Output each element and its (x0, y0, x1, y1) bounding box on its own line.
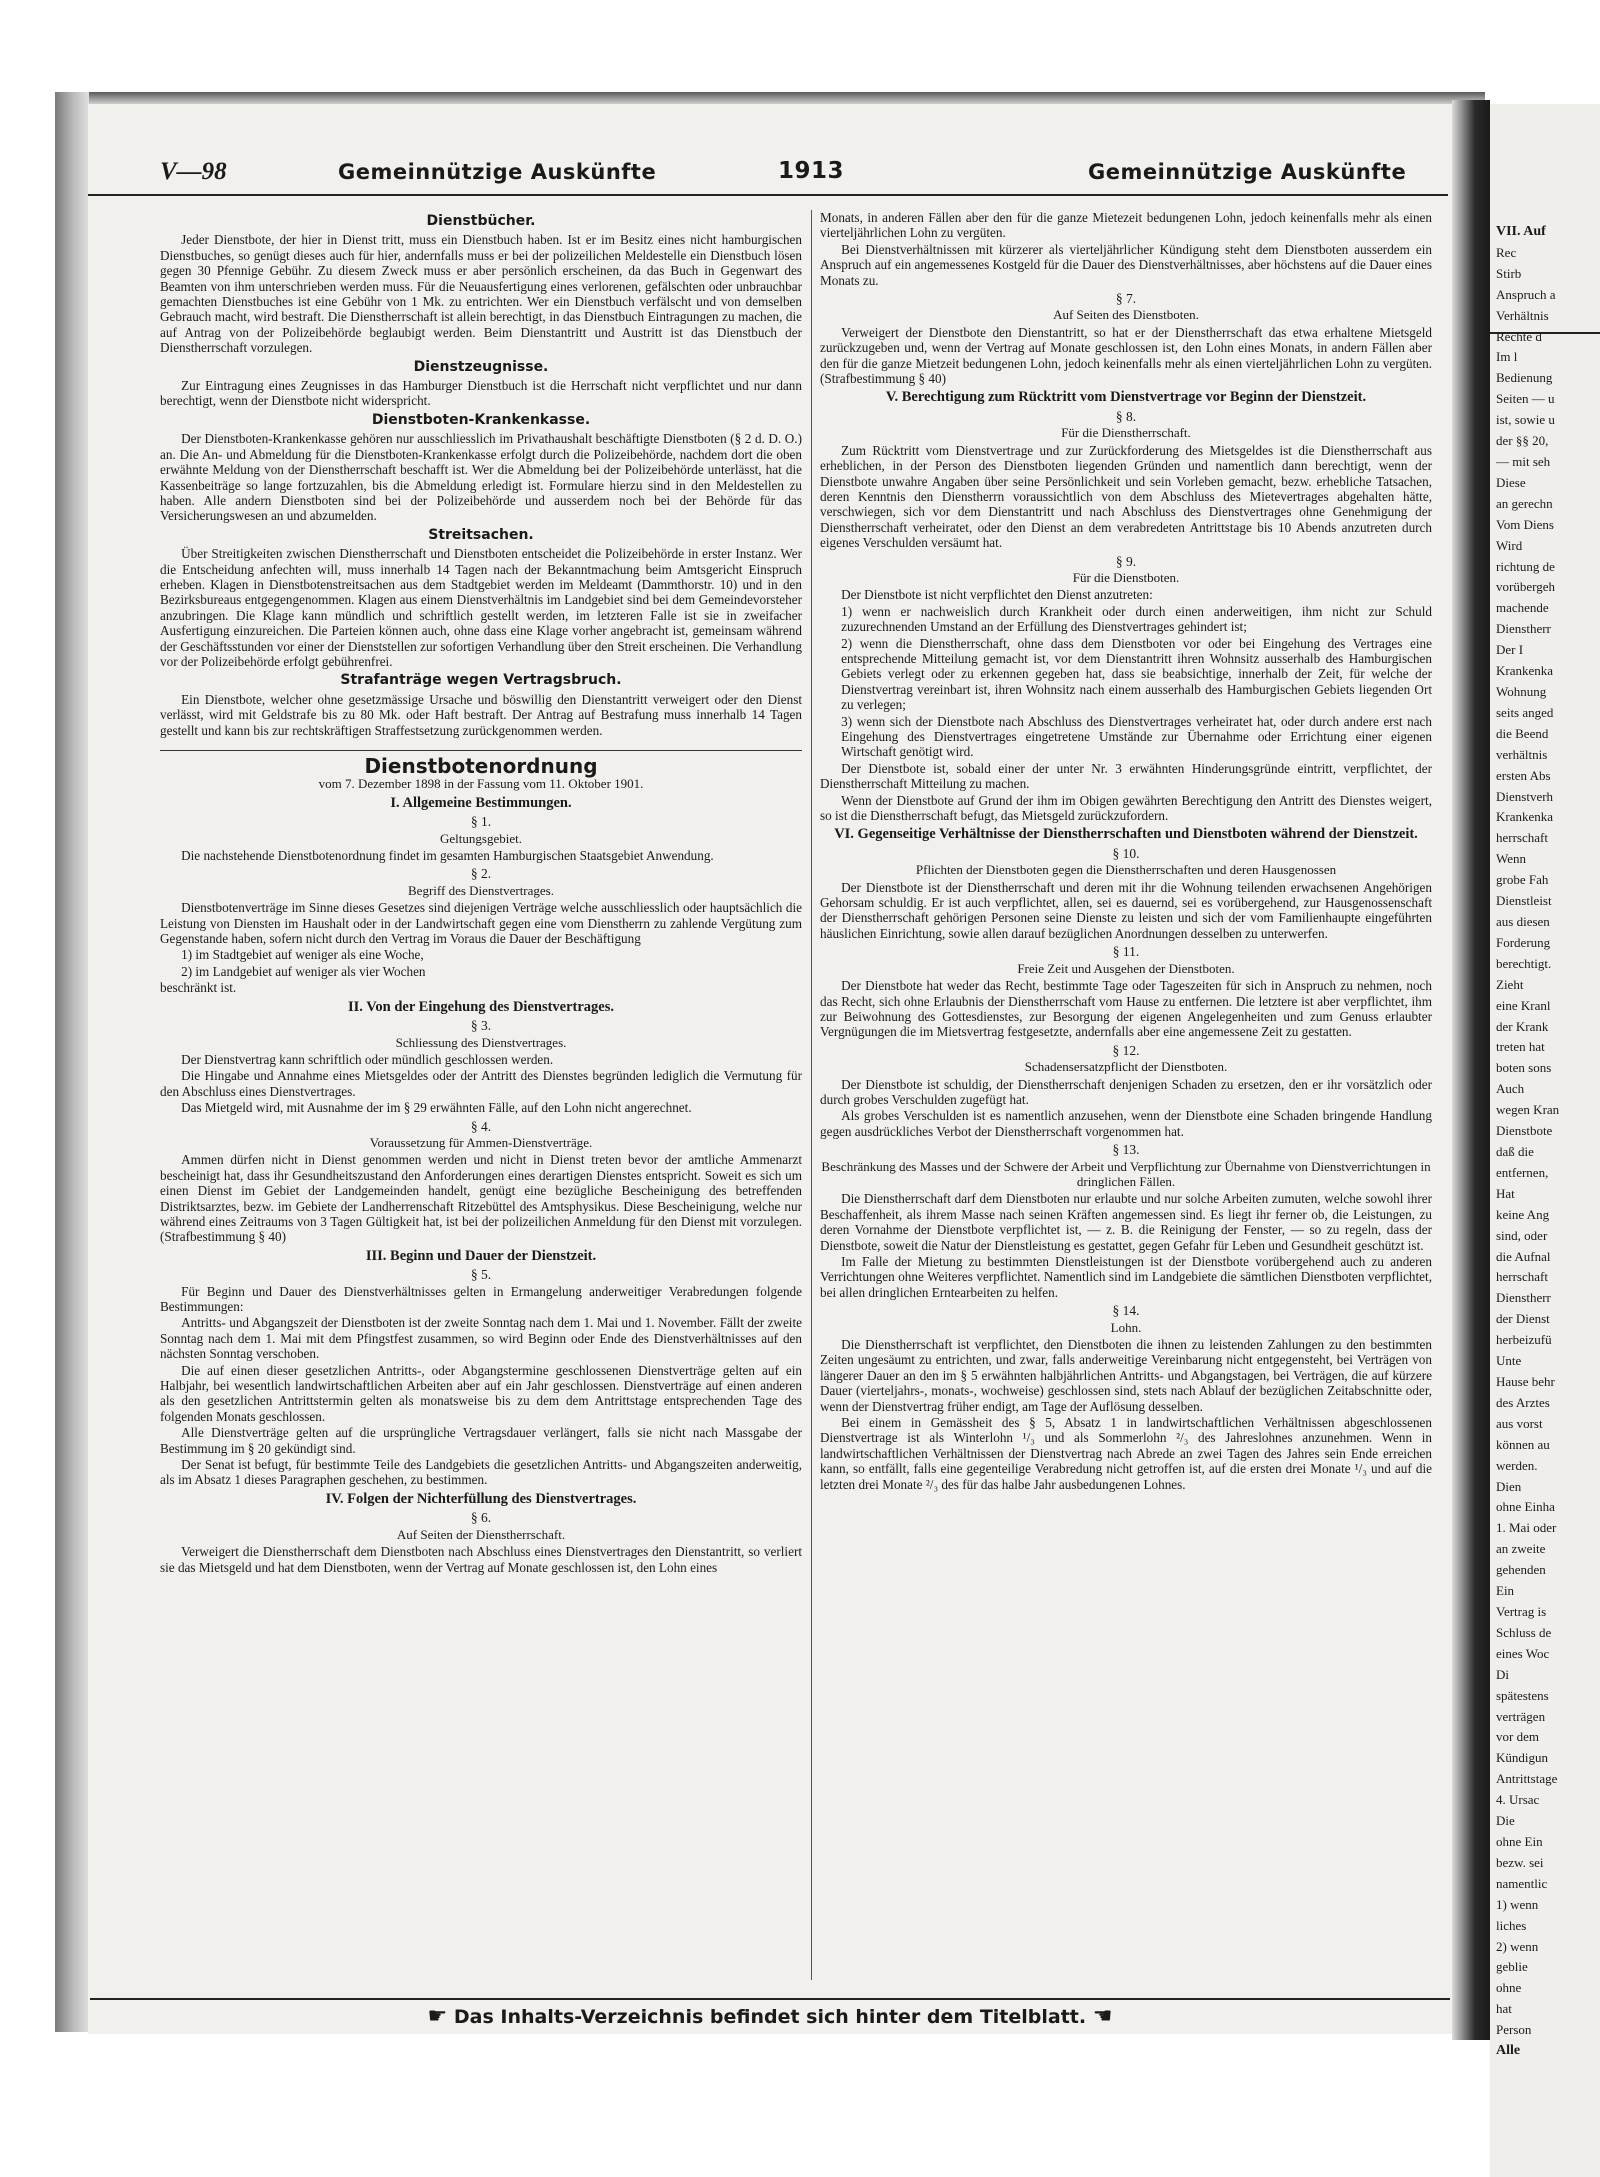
section-title: Beschränkung des Masses und der Schwere der Arbeit und Verpflichtung zur Übernahme von Dienstverrichtungen in dringlichen Fällen. (821, 1158, 1431, 1189)
fragment-line: Auch (1496, 1081, 1525, 1096)
paragraph: Der Dienstboten-Krankenkasse gehören nur ausschliesslich im Privathaushalt beschäftigte Dienstboten (§ 2 d. D. O.) an. Die An- und Abmeldung für die Dienstboten-Krankenkasse erfolgt durch die Polizeibehörde, nachdem dort die oben erwähnte Meldung von der Dienstherrschaft beschafft ist. Wer die Abmeldung bei der Polizeibehörde unterlässt, hat die Kassenbeiträge so lange fortzuzahlen, bis die Abmeldung erledigt ist. Formulare hierzu sind in den Meldestellen zu haben. Alle andern Dienstboten sind bei der Polizeibehörde und ausserdem noch bei der Behörde für das Versicherungswesen an und abzumelden. (160, 431, 802, 524)
footer-notice (90, 1998, 1450, 2032)
fragment-line: ohne Einha (1496, 1499, 1555, 1514)
chapter-heading: VI. Gegenseitige Verhältnisse der Dienstherrschaften und Dienstboten während der Dienstzeit. (834, 826, 1418, 843)
fragment-line: daß die (1496, 1144, 1534, 1159)
fragment-line: entfernen, (1496, 1165, 1549, 1180)
paragraph: Zum Rücktritt vom Dienstvertrage und zur Zurückforderung des Mietsgeldes ist die Dienstherrschaft aus erheblichen, in der Person des Dienstboten liegenden Gründen und namentlich dann berechtigt, wenn der Dienstbote unwahre Angaben über seine Persönlichkeit und sein Vorleben gemacht, bezw. erhebliche Tatsachen, deren Kenntnis den Dienstherrn voraussichtlich von dem Abschluss des Mietevertrages abgehalten hätte, verschwiegen, sich vor dem Dienstantritt und nach Abschluss des Dienstvertrages ohne Genehmigung der Dienstherrschaft verheiratet, oder den Dienst an dem verabredeten Antrittstage bis 10 Abends anzutreten durch eigenes Verschulden versäumt hat. (820, 442, 1432, 551)
paragraph: Die Hingabe und Annahme eines Mietsgeldes oder der Antritt des Dienstes begründen lediglich die Vermutung für den Abschluss eines Dienstvertrages. (160, 1068, 802, 1099)
section-number: § 5. (470, 1267, 492, 1283)
fragment-line: 1) wenn (1496, 1897, 1539, 1912)
heading-dienstzeugnisse: Dienstzeugnisse. (413, 358, 549, 375)
fragment-line: herrschaft (1496, 830, 1548, 845)
paragraph: Das Mietgeld wird, mit Ausnahme der im § 29 erwähnten Fälle, auf den Lohn nicht angerechnet. (181, 1100, 692, 1116)
fragment-line: bezw. sei (1496, 1855, 1544, 1870)
fragment-line: Di (1496, 1667, 1509, 1682)
section-number: § 6. (470, 1510, 492, 1526)
paragraph: Der Dienstbote hat weder das Recht, bestimmte Tage oder Tageszeiten für sich in Anspruch zu nehmen, noch das Recht, sich ohne Erlaubnis der Dienstherrschaft vom Hause zu entfernen. Die letztere ist aber verpflichtet, ihm zur Beiwohnung des Gottesdienstes, zur Besorgung der eigenen Angelegenheiten und zum Genuss erlaubter Vergnügungen die im Mietsvertrag festgesetzte, andernfalls aber eine angemessene Zeit zu gestatten. (820, 978, 1432, 1040)
paragraph: Die auf einen dieser gesetzlichen Antritts-, oder Abgangstermine geschlossenen Dienstverträge gelten auf ein Halbjahr, bei wesentlich landwirtschaftlichen Arbeiten aber auf ein Jahr geschlossen. Dienstverträge auf einen anderen als den gesetzlichen Antrittstermin gelten als monatsweise bis zu dem dem Antrittstage entsprechenden Tage des folgenden Monats geschlossen. (160, 1362, 802, 1424)
section-title: Begriff des Dienstvertrages. (408, 882, 554, 898)
fragment-line: eine Kranl (1496, 998, 1551, 1013)
fragment-line: die Aufnal (1496, 1249, 1551, 1264)
paragraph: Der Dienstbote ist nicht verpflichtet den Dienst anzutreten: (841, 587, 1153, 603)
section-number: § 11. (1112, 944, 1140, 960)
paragraph: Jeder Dienstbote, der hier in Dienst tritt, muss ein Dienstbuch haben. Ist er im Besitz eines nicht hamburgischen Dienstbuches, so genügt dieses auch für hier, andernfalls muss er bei der polizeilichen Meldestelle ein Dienstbuch lösen gegen 30 Pfennige Gebühr. Zu diesem Zweck muss er aber persönlich erscheinen, da das Buch in Gegenwart des Beamten von ihm unterschrieben werden muss. Für die Neuausfertigung eines verlorenen, gefälschten oder unbrauchbar gemachten Dienstbuches ist eine Gebühr von 1 Mk. zu entrichten. Wer ein Dienstbuch verfälscht und von demselben Gebrauch macht, wird bestraft. Die Dienstherrschaft ist allein berechtigt, in das Dienstbuch Eintragungen zu machen, die auf Antrag von der Polizeibehörde beglaubigt werden. Beim Dienstantritt und Austritt ist das Dienstbuch der Dienstherrschaft vorzulegen. (160, 232, 802, 356)
fragment-line: an gerechn (1496, 496, 1553, 511)
fragment-line: an zweite (1496, 1541, 1546, 1556)
paragraph: Verweigert die Dienstherrschaft dem Dienstboten nach Abschluss eines Dienstvertrages den Dienstantritt, so verliert sie das Mietsgeld und hat dem Dienstboten, wenn der Vertrag auf Monate geschlossen ist, den Lohn eines (160, 1544, 802, 1575)
section-title: Geltungsgebiet. (440, 830, 522, 846)
fragment-line: wegen Kran (1496, 1102, 1560, 1117)
list-item: 2) im Landgebiet auf weniger als vier Wochen (181, 963, 426, 979)
section-number: § 12. (1112, 1042, 1140, 1058)
fragment-line: herrschaft (1496, 1269, 1548, 1284)
footer-text: Das Inhalts-Verzeichnis befindet sich hinter dem Titelblatt. (453, 2006, 1087, 2028)
fragment-line: ohne (1496, 1980, 1522, 1995)
fragment-line: Dienstverh (1496, 789, 1554, 804)
scan-binding-shadow (55, 92, 89, 2032)
fragment-line: Krankenka (1496, 663, 1554, 678)
fragment-line: verhältnis (1496, 747, 1548, 762)
fragment-line: keine Ang (1496, 1207, 1550, 1222)
section-number: § 1. (470, 814, 492, 830)
section-number: § 14. (1112, 1303, 1140, 1319)
fragment-line: verträgen (1496, 1709, 1546, 1724)
header-year: 1913 (778, 158, 845, 184)
section-number: § 7. (1115, 291, 1137, 307)
section-title: Auf Seiten der Dienstherrschaft. (396, 1526, 566, 1542)
heading-krankenkasse: Dienstboten-Krankenkasse. (371, 411, 591, 428)
list-item: 2) wenn die Dienstherrschaft, ohne dass dem Dienstboten vor oder bei Eingehung des Vertrages eine entsprechende Mitteilung gemacht ist, vor dem Dienstantritt ihren Wohnsitz ausserhalb des Hamburgischen Gebiets verlegt oder zu erkennen gegeben hat, dass sie beabsichtige, innerhalb der Zeit, für welche der Dienstvertrag vereinbart ist, ihren Wohnsitz nach einem ausserhalb des Hamburgischen Gebiets liegenden Ort zu verlegen; (841, 635, 1432, 713)
fragment-line: — mit seh (1496, 454, 1551, 469)
paragraph: beschränkt ist. (160, 980, 237, 996)
fragment-line: Rechte d (1496, 329, 1542, 344)
section-title: Auf Seiten des Dienstboten. (1053, 307, 1199, 323)
paragraph: Bei Dienstverhältnissen mit kürzerer als vierteljährlicher Kündigung steht dem Dienstboten ausserdem ein Anspruch auf ein angemessenes Kostgeld für die Dauer des Dienstverhältnisses, aber höchstens auf die Dauer eines Monats zu. (820, 241, 1432, 288)
paragraph: Bei einem in Gemässheit des § 5, Absatz 1 in landwirtschaftlichen Verhältnissen abgeschlossenen Dienstvertrage ist als Winterlohn ¹/₃ und als Sommerlohn ²/₃ des Jahreslohnes anzunehmen. Wenn in landwirtschaftlichen Verhältnissen der Dienstvertrag nach Abrede an zwei Tagen des Jahres sein Ende erreichen kann, so entfällt, falls eine gegenteilige Verabredung nicht getroffen ist, auf die ersten drei Monate ¹/₃ und auf die letzten drei Monate ²/₃ des für das halbe Jahr ausbedungenen Lohnes. (820, 1415, 1432, 1492)
fragment-line: Diese (1496, 475, 1526, 490)
paragraph: Über Streitigkeiten zwischen Dienstherrschaft und Dienstboten entscheidet die Polizeibehörde in erster Instanz. Wer die Entscheidung anfechten will, muss innerhalb 14 Tagen nach der Bekanntmachung beim Amtsgericht Einspruch erheben. Klagen in Dienstbotenstreitsachen aus dem Stadtgebiet werden im Meldeamt (Dammthorstr. 10) und in den Bezirksbureaus entgegengenommen. Klagen aus einem Dienstverhältnis im Landgebiet sind bei dem Gemeindevorsteher anzubringen. Die Klage kann mündlich und schriftlich gestellt werden, im letzteren Falle ist sie in zweifacher Ausfertigung einzureichen. Die Parteien können auch, ohne dass eine Klage vorher angebracht ist, gemeinsam während der Geschäftsstunden vor einer der Dienststellen zur sofortigen Verhandlung über den Streit erscheinen. Die Verhandlung vor der Polizeibehörde erfolgt gebührenfrei. (160, 546, 802, 669)
paragraph: Als grobes Verschulden ist es namentlich anzusehen, wenn der Dienstbote eine Schaden bringende Handlung gegen ausdrückliches Verbot der Dienstherrschaft vorgenommen hat. (820, 1108, 1432, 1139)
fragment-line: namentlic (1496, 1876, 1548, 1891)
header-title-right: Gemeinnützige Auskünfte (1088, 160, 1407, 184)
fragment-line: der Dienst (1496, 1311, 1550, 1326)
next-page-fragment (1490, 104, 1600, 2177)
fragment-line: Bedienung (1496, 370, 1553, 385)
fragment-line: Die (1496, 1813, 1515, 1828)
list-item: 1) im Stadtgebiet auf weniger als eine Woche, (181, 947, 424, 963)
fragment-line: Stirb (1496, 266, 1522, 281)
scan-top-edge (55, 92, 1485, 104)
book-gutter (1452, 100, 1490, 2040)
section-number: § 10. (1112, 845, 1140, 861)
header-title-left: Gemeinnützige Auskünfte (338, 160, 657, 184)
fragment-line: Wenn (1496, 851, 1526, 866)
fragment-line: Verhältnis (1496, 308, 1549, 323)
paragraph: Der Dienstbote ist schuldig, der Dienstherrschaft denjenigen Schaden zu ersetzen, den er ihr vorsätzlich oder durch grobes Verschulden zugefügt hat. (820, 1076, 1432, 1107)
fragment-line: richtung de (1496, 559, 1555, 574)
section-number: § 4. (470, 1118, 492, 1134)
fragment-line: ersten Abs (1496, 768, 1551, 783)
paragraph: Der Dienstvertrag kann schriftlich oder mündlich geschlossen werden. (181, 1051, 554, 1067)
fragment-line: 4. Ursac (1496, 1792, 1540, 1807)
pointing-hand-left-icon: ☚ (1092, 2004, 1113, 2029)
heading-strafantraege: Strafanträge wegen Vertragsbruch. (340, 672, 622, 689)
section-number: § 2. (470, 866, 492, 882)
fragment-line: Dienstherr (1496, 621, 1551, 636)
paragraph: Verweigert der Dienstbote den Dienstantritt, so hat er der Dienstherrschaft das etwa erhaltene Mietsgeld zurückzugeben und, wenn der Vertrag auf Monate geschlossen ist, den Lohn eines Monats, in andern Fällen aber den für die ganze Mietzeit bedungenen Lohn, jedoch keinenfalls mehr als einen vierteljährlichen Lohn zu vergüten. (Strafbestimmung § 40) (820, 324, 1432, 387)
section-title: Pflichten der Dienstboten gegen die Dienstherrschaften und deren Hausgenossen (915, 862, 1337, 878)
list-item: 1) wenn er nachweislich durch Krankheit oder durch einen anderweitigen, ihm nicht zur Schuld zuzurechnenden Umstand an der Erfüllung des Dienstvertrages gehindert ist; (841, 603, 1432, 635)
fragment-line: Seiten — u (1496, 391, 1555, 406)
section-title: Für die Dienstherrschaft. (1061, 425, 1191, 441)
chapter-heading: II. Von der Eingehung des Dienstvertrages. (348, 998, 614, 1015)
fragment-line: Dienstherr (1496, 1290, 1551, 1305)
fragment-line: eines Woc (1496, 1646, 1550, 1661)
fragment-line: seits anged (1496, 705, 1554, 720)
paragraph: Die Dienstherrschaft darf dem Dienstboten nur erlaubte und nur solche Arbeiten zumuten, welche sowohl ihrer Beschaffenheit, als ihrem Masse nach seinen Kräften angemessen sind. Es liegt ihr ferner ob, die Leistungen, zu deren Vornahme der Dienstbote verpflichtet ist, — z. B. die Reinigung der Fenster, — so zu regeln, dass der Dienstbote, soweit die Natur der Dienstleistung es gestattet, gegen Gefahr für Leben und Gesundheit geschützt ist. (820, 1191, 1432, 1253)
chapter-heading: IV. Folgen der Nichterfüllung des Dienstvertrages. (325, 1490, 637, 1507)
fragment-line: 1. Mai oder (1496, 1520, 1557, 1535)
fragment-line: Im l (1496, 349, 1518, 364)
fragment-line: Zieht (1496, 977, 1524, 992)
fragment-line: die Beend (1496, 726, 1549, 741)
fragment-line: Rec (1496, 245, 1517, 260)
fragment-line: Alle (1496, 2043, 1521, 2058)
fragment-line: spätestens (1496, 1688, 1549, 1703)
fragment-line: berechtigt. (1496, 956, 1552, 971)
section-title: Schadensersatzpflicht der Dienstboten. (1024, 1059, 1228, 1075)
fragment-line: Wird (1496, 538, 1523, 553)
fragment-line: machende (1496, 600, 1549, 615)
paragraph: Monats, in anderen Fällen aber den für die ganze Mietezeit bedungenen Lohn, jedoch keinenfalls mehr als einen vierteljährlichen Lohn zu vergüten. (820, 210, 1432, 241)
page-number: V—98 (160, 158, 227, 185)
paragraph: Der Dienstbote ist der Dienstherrschaft und deren mit ihr die Wohnung teilenden erwachsenen Angehörigen Gehorsam schuldig. Er ist auch verpflichtet, allen, sei es dauernd, sei es vorübergehend, zur Hausgenossenschaft der Dienstherrschaft gehörigen Personen seine Dienste zu leisten und sich der vom Familienhaupte eingeführten häuslichen Einrichtung, sowie allen darauf bezüglichen Anordnungen desselben zu unterwerfen. (820, 879, 1432, 941)
fragment-line: Hause behr (1496, 1374, 1555, 1389)
heading-dienstbuecher: Dienstbücher. (426, 213, 536, 229)
fragment-line: 2) wenn (1496, 1939, 1539, 1954)
fragment-line: treten hat (1496, 1039, 1545, 1054)
fragment-line: können au (1496, 1437, 1550, 1452)
section-title: Für die Dienstboten. (1072, 569, 1180, 585)
fragment-line: ist, sowie u (1496, 412, 1555, 427)
fragment-line: Schluss de (1496, 1625, 1552, 1640)
fragment-line: Dien (1496, 1479, 1522, 1494)
section-number: § 13. (1112, 1142, 1140, 1158)
chapter-heading: V. Berechtigung zum Rücktritt vom Dienstvertrage vor Beginn der Dienstzeit. (885, 389, 1367, 406)
paragraph: Im Falle der Mietung zu bestimmten Dienstleistungen ist der Dienstbote vorübergehend auch zu anderen Verrichtungen ohne Weiteres verpflichtet. Namentlich sind im Landgebiete die sämtlichen Dienstboten verpflichtet, bei allen dringlichen Erntearbeiten zu helfen. (820, 1254, 1432, 1300)
ordinance-title: Dienstbotenordnung (160, 750, 802, 774)
fragment-line: sind, oder (1496, 1228, 1548, 1243)
fragment-line: Anspruch a (1496, 287, 1556, 302)
paragraph: Antritts- und Abgangszeit der Dienstboten ist der zweite Sonntag nach dem 1. Mai und 1. November. Fällt der zweite Sonntag nach dem 1. Mai mit dem Pfingstfest zusammen, so wird Beginn oder Ende des Dienstverhältnisses auf den nächsten Sonntag verschoben. (160, 1315, 802, 1362)
paragraph: Zur Eintragung eines Zeugnisses in das Hamburger Dienstbuch ist die Herrschaft nicht verpflichtet und nur dann berechtigt, wenn der Dienstbote nicht widerspricht. (160, 378, 802, 409)
list-item: 3) wenn sich der Dienstbote nach Abschluss des Dienstvertrages verheiratet hat, oder durch andere erst nach Eingehung des Dienstvertrages eingetretene Umstände zur Übernahme oder Errichtung einer eigenen Wirtschaft genötigt wird. (841, 713, 1432, 760)
fragment-line: Person (1496, 2022, 1532, 2037)
fragment-line: hat (1496, 2001, 1512, 2016)
right-column (820, 210, 1432, 1980)
fragment-line: aus vorst (1496, 1416, 1543, 1431)
section-title: Lohn. (1110, 1319, 1142, 1335)
chapter-heading: I. Allgemeine Bestimmungen. (390, 794, 572, 811)
fragment-line: Krankenka (1496, 809, 1554, 824)
fragment-line: Dienstleist (1496, 893, 1552, 908)
paragraph: Für Beginn und Dauer des Dienstverhältnisses gelten in Ermangelung anderweitiger Verabredungen folgende Bestimmungen: (160, 1283, 802, 1314)
paragraph: Die nachstehende Dienstbotenordnung findet im gesamten Hamburgischen Staatsgebiet Anwendung. (181, 848, 714, 864)
paragraph: Der Dienstbote ist, sobald einer der unter Nr. 3 erwähnten Hinderungsgründe eintritt, verpflichtet, der Dienstherrschaft Mitteilung zu machen. (820, 760, 1432, 792)
paragraph: Die Dienstherrschaft ist verpflichtet, den Dienstboten die ihnen zu leistenden Zahlungen zu den bestimmten Zeiten ungesäumt zu entrichten, und zwar, falls anderweitige Vereinbarung nicht entgegensteht, bei Verträgen von längerer Dauer an den im § 5 erwähnten halbjährlichen Antritts- und Abgangstagen, bei Verträgen, die auf kürzere Dauer (vierteljahrs-, monats-, wochweise) geschlossen sind, stets nach Ablauf der bezüglichen Zeitabschnitte oder, wenn der Dienstvertrag früher endigt, am Tage der Auflösung desselben. (820, 1337, 1432, 1414)
fragment-line: Hat (1496, 1186, 1515, 1201)
section-title: Freie Zeit und Ausgehen der Dienstboten. (1017, 960, 1235, 976)
fragment-line: Kündigun (1496, 1750, 1548, 1765)
paragraph: Dienstbotenverträge im Sinne dieses Gesetzes sind diejenigen Verträge welche ausschliesslich oder hauptsächlich die Leistung von Diensten im Haushalt oder in der Landwirtschaft gegen eine vom Dienstherrn zu zahlende Vergütung zum Gegenstande haben, sofern nicht durch den Vertrag im Voraus die Dauer der Beschäftigung (160, 900, 802, 947)
fragment-line: VII. Auf (1496, 224, 1546, 239)
section-number: § 9. (1115, 553, 1137, 569)
fragment-line: boten sons (1496, 1060, 1552, 1075)
fragment-line: Dienstbote (1496, 1123, 1553, 1138)
section-number: § 3. (470, 1018, 492, 1034)
fragment-line: der Krank (1496, 1019, 1549, 1034)
fragment-line: aus diesen (1496, 914, 1550, 929)
fragment-line: Antrittstage (1496, 1771, 1558, 1786)
fragment-line: grobe Fah (1496, 872, 1549, 887)
fragment-line: Vom Diens (1496, 517, 1554, 532)
fragment-line: der §§ 20, (1496, 433, 1549, 448)
section-title: Voraussetzung für Ammen-Dienstverträge. (369, 1134, 593, 1150)
paragraph: Alle Dienstverträge gelten auf die ursprüngliche Vertragsdauer verlängert, falls sie nicht nach Massgabe der Bestimmung im § 20 gekündigt sind. (160, 1425, 802, 1456)
left-column (160, 210, 802, 1980)
fragment-line: werden. (1496, 1458, 1538, 1473)
chapter-heading: III. Beginn und Dauer der Dienstzeit. (365, 1247, 597, 1264)
fragment-line: ohne Ein (1496, 1834, 1543, 1849)
fragment-line: Forderung (1496, 935, 1551, 950)
fragment-line: gehenden (1496, 1562, 1546, 1577)
fragment-line: des Arztes (1496, 1395, 1550, 1410)
fragment-line: vorübergeh (1496, 579, 1555, 594)
fragment-line: Vertrag is (1496, 1604, 1547, 1619)
section-number: § 8. (1115, 408, 1137, 424)
section-title: Schliessung des Dienstvertrages. (395, 1034, 567, 1050)
fragment-line: herbeizufü (1496, 1332, 1552, 1347)
column-divider (811, 210, 812, 1980)
paragraph: Ammen dürfen nicht in Dienst genommen werden und nicht in Dienst treten bevor der amtliche Ammenarzt bescheinigt hat, dass ihr Gesundheitszustand den Anforderungen eines derartigen Dienstes entspricht. Soweit es sich um einen Dienst im Gebiet der Landgemeinden handelt, genügt eine bezügliche Bescheinigung des betreffenden Distriktsarztes, bezw. im Gebiete der Landherrenschaft Ritzebüttel des Amtsphysikus. Diese Bescheinigung, welche nur während eines Zeitraums von 3 Tagen Gültigkeit hat, ist bei der polizeilichen Anmeldung für den Dienst mit vorzulegen. (Strafbestimmung § 40) (160, 1152, 802, 1245)
paragraph: Ein Dienstbote, welcher ohne gesetzmässige Ursache und böswillig den Dienstantritt verweigert oder den Dienst verlässt, wird mit Geldstrafe bis zu 80 Mk. oder Haft bestraft. Der Antrag auf Bestrafung muss innerhalb 14 Tagen gestellt und kann bis zur rechtskräftigen Straffestsetzung zurückgenommen werden. (160, 691, 802, 738)
fragment-line: Ein (1496, 1583, 1515, 1598)
heading-streitsachen: Streitsachen. (428, 526, 534, 543)
running-header (88, 158, 1448, 196)
paragraph: Wenn der Dienstbote auf Grund der ihm im Obigen gewährten Berechtigung den Antritt des Dienstes weigert, so ist die Dienstherrschaft befugt, das Mietsgeld zurückzufordern. (820, 792, 1432, 824)
fragment-line: geblie (1496, 1959, 1528, 1974)
pointing-hand-right-icon: ☛ (427, 2004, 448, 2029)
ordinance-date: vom 7. Dezember 1898 in der Fassung vom 11. Oktober 1901. (318, 776, 644, 792)
fragment-line: Wohnung (1496, 684, 1547, 699)
fragment-line: Unte (1496, 1353, 1522, 1368)
paragraph: Der Senat ist befugt, für bestimmte Teile des Landgebiets die gesetzlichen Antritts- und Abgangszeiten anderweitig, als im Absatz 1 dieses Paragraphen geschehen, zu bestimmen. (160, 1457, 802, 1488)
fragment-line: vor dem (1496, 1729, 1539, 1744)
fragment-line: liches (1496, 1918, 1527, 1933)
fragment-line: Der I (1496, 642, 1524, 657)
